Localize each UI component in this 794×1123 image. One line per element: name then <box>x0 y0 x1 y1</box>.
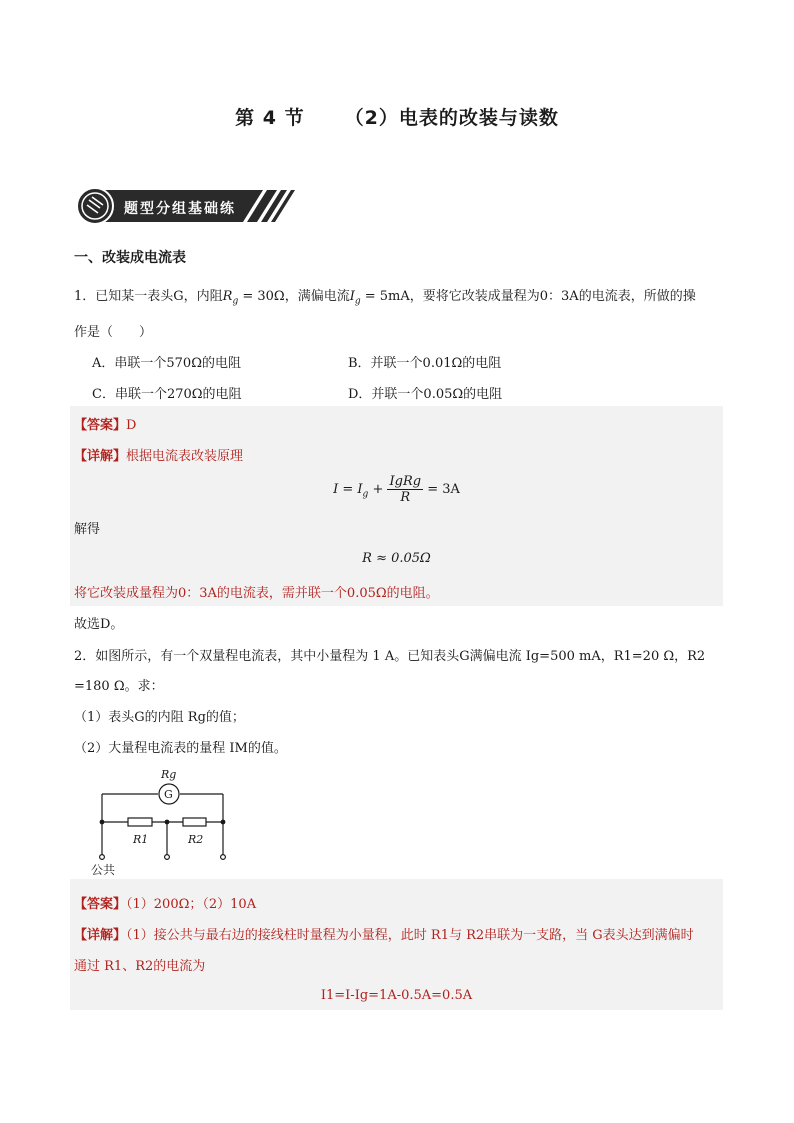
terminal-middle <box>165 855 170 860</box>
q1-detail: 【详解】根据电流表改装原理 <box>74 449 244 464</box>
rg-label: Rg <box>161 768 177 781</box>
resistor-r2-symbol <box>183 818 206 826</box>
circuit-diagram <box>88 763 238 878</box>
q1-stem-line2: 作是（ ） <box>74 325 153 340</box>
page-title <box>0 103 794 130</box>
r1-label: R1 <box>133 833 149 846</box>
q1-answer-block <box>70 406 723 606</box>
q1-option-c: C．串联一个270Ω的电阻 <box>92 387 242 402</box>
g-label: G <box>164 788 173 801</box>
common-label: 公共 <box>91 863 116 877</box>
q1-option-b: B．并联一个0.01Ω的电阻 <box>348 356 502 371</box>
terminal-right <box>221 855 226 860</box>
q1-option-d: D．并联一个0.05Ω的电阻 <box>348 387 503 402</box>
q2-sub2: （2）大量程电流表的量程 IM的值。 <box>74 741 287 756</box>
q1-option-a: A．串联一个570Ω的电阻 <box>92 356 241 371</box>
q1-formula-2: R ≈ 0.05Ω <box>362 551 431 566</box>
banner-text: 题型分组基础练 <box>124 201 236 217</box>
r2-label: R2 <box>188 833 204 846</box>
q2-sub1: （1）表头G的内阻 Rg的值； <box>74 710 245 725</box>
title-part1: 第 4 节 <box>235 107 305 129</box>
q2-detail-line2: 通过 R1、R2的电流为 <box>74 959 206 974</box>
resistor-r1-symbol <box>128 818 152 826</box>
q2-stem-line2: =180 Ω。求： <box>74 679 164 694</box>
q2-formula: I1=I-Ig=1A-0.5A=0.5A <box>320 988 473 1003</box>
q1-formula-1: $I = I_g$ + $\frac{\text{IgRg}}{R}$ = 3A <box>333 474 460 505</box>
q1-solve-label: 解得 <box>74 522 101 537</box>
title-part2: （2）电表的改装与读数 <box>344 107 559 129</box>
q1-choose: 故选D。 <box>74 617 124 632</box>
q2-detail-line1: 【详解】（1）接公共与最右边的接线柱时量程为小量程，此时 R1与 R2串联为一支路，当 G表头达到满偏时 <box>74 928 694 943</box>
q2-answer: 【答案】（1）200Ω；（2）10A <box>74 897 257 912</box>
terminal-common <box>100 855 105 860</box>
junction-right <box>221 820 226 825</box>
section-title: 一、改装成电流表 <box>74 250 186 266</box>
q1-conclusion: 将它改装成量程为0：3A的电流表，需并联一个0.05Ω的电阻。 <box>74 586 439 601</box>
q1-stem-line1: 1．已知某一表头G，内阻$R_g = 30\Omega$，满偏电流$I_g = 5mA$，要将它改装成量程为0：3A的电流表，所做的操 <box>74 289 696 307</box>
junction-left <box>100 820 105 825</box>
q1-answer: 【答案】D <box>74 418 137 433</box>
q2-stem-line1: 2．如图所示，有一个双量程电流表，其中小量程为 1 A。已知表头G满偏电流 Ig=500 mA，R1=20 Ω，R2 <box>74 649 706 664</box>
junction-middle <box>165 820 170 825</box>
